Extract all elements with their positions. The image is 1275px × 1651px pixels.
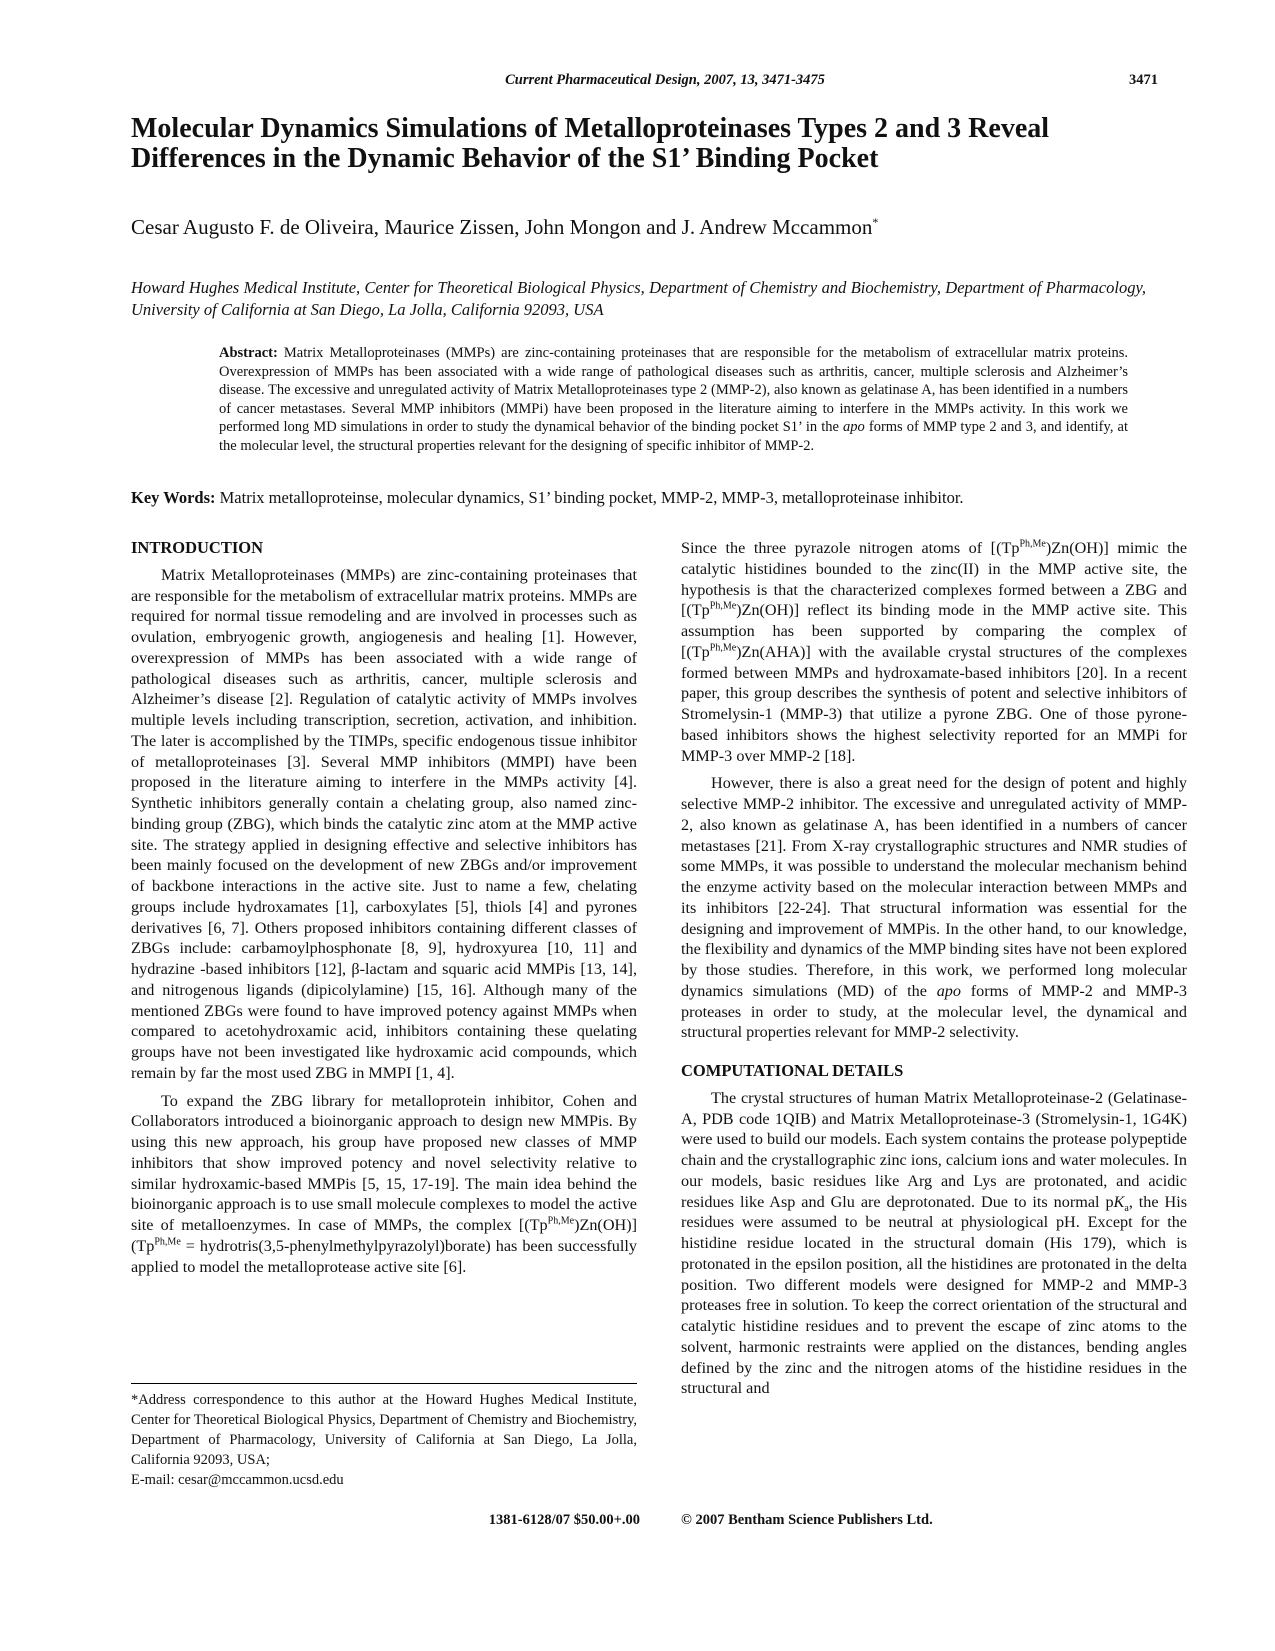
author-list [131, 215, 1131, 240]
intro-paragraph-1: Matrix Metalloproteinases (MMPs) are zinc-containing proteinases that are responsible for the metabolism of extracellular matrix proteins. MMPs are required for normal tissue remodeling and are involved in processes such as ovulation, embryogenic growth, angiogenesis and healing [1]. However, overexpression of MMPs has been associated with a wide range of pathological diseases such as arthritis, cancer, multiple sclerosis and Alzheimer’s disease [2]. Regulation of catalytic activity of MMPs involves multiple levels including transcription, secretion, activation, and inhibition. The later is accomplished by the TIMPs, specific endogenous tissue inhibitor of metalloproteinases [3]. Several MMP inhibitors (MMPI) have been proposed in the literature aiming to interfere in the MMPs activity [4]. Synthetic inhibitors generally contain a chelating group, also named zinc-binding group (ZBG), which binds the catalytic zinc atom at the MMP active site. The strategy applied in designing effective and selective inhibitors has been mainly focused on the development of new ZBGs and/or improvement of backbone interactions in the active site. Just to name a few, chelating groups include hydroxamates [1], carboxylates [5], thiols [4] and pyrones derivatives [6, 7]. Others proposed inhibitors containing different classes of ZBGs include: carbamoylphosphonate [8, 9], hydroxyurea [10, 11] and hydrazine -based inhibitors [12], β-lactam and squaric acid MMPis [13, 14], and nitrogenous ligands (dipicolylamine) [15, 16]. Although many of the mentioned ZBGs were found to have improved potency against MMPs when compared to acetohydroxamic acid, inhibitors containing these quelating groups have not been investigated like hydroxamic acid compounds, which remain by far the most used ZBG in MMPI [1, 4]. [131, 565, 637, 1082]
page-number: 3471 [1129, 72, 1158, 88]
issn-price: 1381-6128/07 $50.00+.00 [488, 1512, 640, 1528]
intro-paragraph-3: Since the three pyrazole nitrogen atoms of $[(Tp^{Ph,Me})Zn(OH)]$ mimic the catalytic histidines bounded to the zinc(II) in the MMP active site, the hypothesis is that the characterized complexes formed between a ZBG and $[(Tp^{Ph,Me})Zn(OH)]$ reflect its binding mode in the MMP active site. This assumption has been supported by comparing the complex of $[(Tp^{Ph,Me})Zn(AHA)]$ with the available crystal structures of the complexes formed between MMPs and hydroxamate-based inhibitors [20]. In a recent paper, this group describes the synthesis of potent and selective inhibitors of Stromelysin-1 (MMP-3) that utilize a pyrone ZBG. One of those pyrone-based inhibitors shows the highest selectivity reported for an MMPi for MMP-3 over MMP-2 [18]. [681, 538, 1187, 765]
title-line-2: Differences in the Dynamic Behavior of the S1’ Binding Pocket [131, 143, 879, 174]
keywords [131, 488, 1146, 508]
journal-citation: Current Pharmaceutical Design, 2007, 13, 3471-3475 [505, 72, 825, 88]
section-heading-introduction: INTRODUCTION [131, 538, 264, 557]
keywords-label: Key Words: [131, 488, 216, 507]
section-heading-computational: COMPUTATIONAL DETAILS [681, 1061, 904, 1080]
abstract-text-end: forms of MMP type 2 and 3, and identify, at the molecular level, the structural properties relevant for the designing of specific inhibitor of MMP-2. [219, 419, 1128, 454]
abstract [219, 344, 1128, 456]
intro-paragraph-2: To expand the ZBG library for metalloprotein inhibitor, Cohen and Collaborators introduced a bioinorganic approach to design new MMPis. By using this new approach, his group have proposed new classes of MMP inhibitors that show improved potency and novel selectivity relative to similar hydroxamic-based MMPis [5, 15, 17-19]. The main idea behind the bioinorganic approach is to use small molecule complexes to model the active site of metalloenzymes. In case of MMPs, the complex $[(Tp^{Ph,Me})Zn(OH)] (Tp^{Ph,Me}$ = hydrotris(3,5-phenylmethylpyrazolyl)borate) has been successfully applied to model the metalloprotease active site [6]. [131, 1091, 637, 1276]
left-column [131, 538, 637, 1277]
author-names: Cesar Augusto F. de Oliveira, Maurice Zissen, John Mongon and J. Andrew Mccammon [131, 215, 873, 239]
footnote-divider [131, 1383, 637, 1384]
copyright: © 2007 Bentham Science Publishers Ltd. [681, 1512, 933, 1528]
computational-paragraph: The crystal structures of human Matrix Metalloproteinase-2 (Gelatinase-A, PDB code 1QIB) and Matrix Metalloproteinase-3 (Stromelysin-1, 1G4K) were used to build our models. Each system contains the protease polypeptide chain and the crystallographic zinc ions, calcium ions and water molecules. In our models, basic residues like Arg and Lys are protonated, and acidic residues like Asp and Glu are deprotonated. Due to its normal $pK_a$, the His residues were assumed to be neutral at physiological pH. Except for the histidine residue located in the structural domain (His 179), which is protonated in the epsilon position, all the histidines are protonated in the delta position. Two different models were designed for MMP-2 and MMP-3 proteases free in solution. To keep the correct orientation of the structural and catalytic histidine residues and to prevent the escape of zinc atoms to the solvent, harmonic restraints were applied on the distances, bending angles defined by the zinc and the nitrogen atoms of the histidine residues in the structural and [681, 1088, 1187, 1398]
affiliation: Howard Hughes Medical Institute, Center for Theoretical Biological Physics, Department of Chemistry and Biochemistry, Department of Pharmacology, University of California at San Diego, La Jolla, California 92093, USA [131, 278, 1146, 319]
abstract-label: Abstract: [219, 345, 278, 361]
paper-title [131, 114, 1151, 174]
correspondence-mark: * [872, 215, 879, 229]
footnote [131, 1390, 637, 1490]
abstract-italic: apo [843, 419, 865, 436]
footnote-email: E-mail: cesar@mccammon.ucsd.edu [131, 1472, 344, 1488]
title-line-1: Molecular Dynamics Simulations of Metalloproteinases Types 2 and 3 Reveal [131, 113, 1050, 144]
keywords-text: Matrix metalloproteinse, molecular dynamics, S1’ binding pocket, MMP-2, MMP-3, metalloproteinase inhibitor. [215, 488, 964, 507]
right-column [681, 538, 1187, 1399]
abstract-text: Matrix Metalloproteinases (MMPs) are zinc-containing proteinases that are responsible for the metabolism of extracellular matrix proteins. Overexpression of MMPs has been associated with a wide range of pathological diseases such as arthritis, cancer, multiple sclerosis and Alzheimer’s disease. The excessive and unregulated activity of Matrix Metalloproteinases type 2 (MMP-2), also known as gelatinase A, has been identified in a numbers of cancer metastases. Several MMP inhibitors (MMPi) have been proposed in the literature aiming to interfere in the MMPs activity. In this work we performed long MD simulations in order to study the dynamical behavior of the binding pocket S1’ in the [219, 345, 1128, 436]
intro-paragraph-4: However, there is also a great need for the design of potent and highly selective MMP-2 inhibitor. The excessive and unregulated activity of MMP-2, also known as gelatinase A, has been identified in a numbers of cancer metastases [21]. From X-ray crystallographic structures and NMR studies of some MMPs, it was possible to understand the molecular mechanism behind the enzyme activity based on the molecular interaction between MMPs and its inhibitors [22-24]. That structural information was essential for the designing and improvement of MMPis. In the other hand, to our knowledge, the flexibility and dynamics of the MMP binding sites have not been explored by those studies. Therefore, in this work, we performed long molecular dynamics simulations (MD) of the apo forms of MMP-2 and MMP-3 proteases in order to study, at the molecular level, the dynamical and structural properties relevant for MMP-2 selectivity. [681, 774, 1188, 1042]
footnote-address: *Address correspondence to this author at the Howard Hughes Medical Institute, Center for Theoretical Biological Physics, Department of Chemistry and Biochemistry, Department of Pharmacology, University of California at San Diego, La Jolla, California 92093, USA; [131, 1392, 637, 1468]
